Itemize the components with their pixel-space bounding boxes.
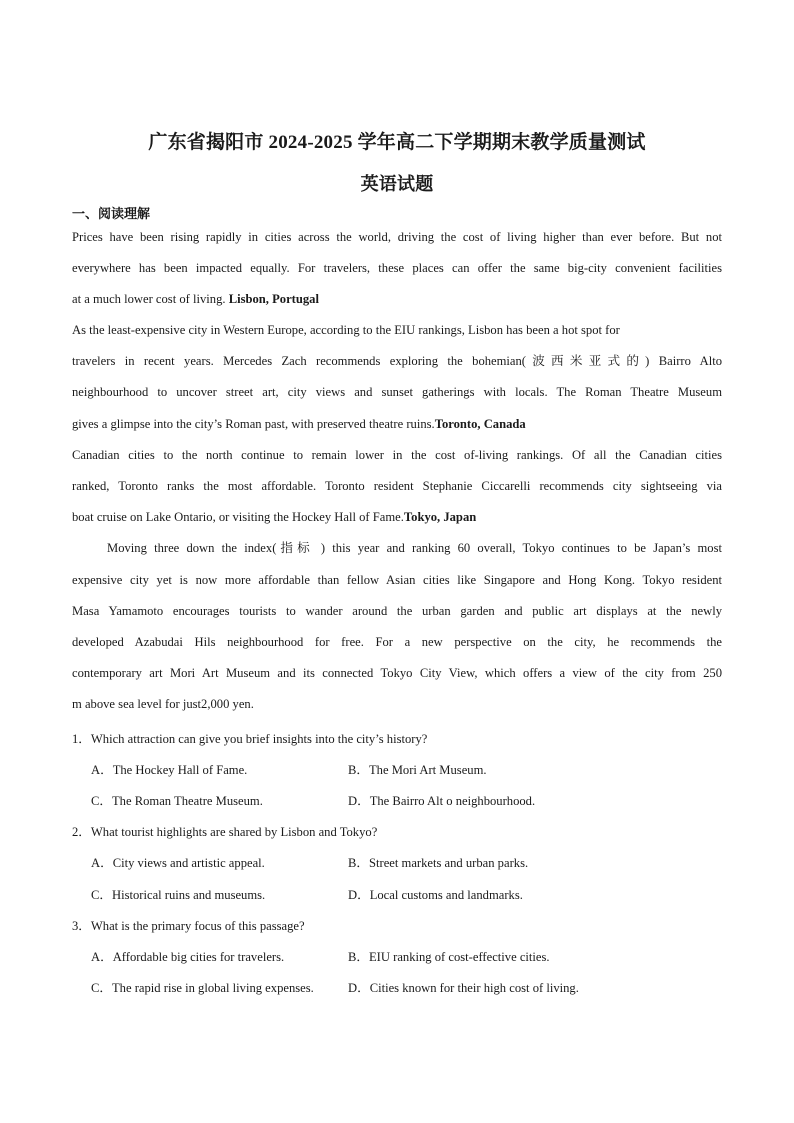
passage-line: neighbourhood to uncover street art, city views and sunset gatherings with locals. The Roman Theatre Museum — [72, 385, 722, 399]
passage-line: contemporary art Mori Art Museum and its connected Tokyo City View, which offers a view of the city from 250 — [72, 666, 722, 680]
answer-option[interactable]: A．Affordable big cities for travelers. — [91, 950, 285, 964]
question-stem: 1．Which attraction can give you brief insights into the city’s history? — [72, 732, 428, 746]
city-heading-lisbon: Lisbon, Portugal — [228, 292, 319, 306]
city-heading-toronto: Toronto, Canada — [434, 417, 526, 431]
answer-option[interactable]: A．City views and artistic appeal. — [91, 856, 265, 870]
answer-option[interactable]: B．The Mori Art Museum. — [348, 763, 487, 777]
passage-line: m above sea level for just2,000 yen. — [72, 697, 254, 711]
passage-line: travelers in recent years. Mercedes Zach recommends exploring the bohemian(波西米亚式的) Bairro Alto — [72, 354, 722, 368]
passage-line — [72, 291, 722, 307]
answer-option[interactable]: D．Local customs and landmarks. — [348, 888, 523, 902]
answer-option[interactable]: B．Street markets and urban parks. — [348, 856, 529, 870]
passage-text: at a much lower cost of living. — [72, 292, 226, 306]
question-stem: 3．What is the primary focus of this passage? — [72, 919, 305, 933]
answer-option[interactable]: D．The Bairro Alt o neighbourhood. — [348, 794, 536, 808]
passage-line: Canadian cities to the north continue to remain lower in the cost of-living rankings. Of all the Canadian cities — [72, 448, 722, 462]
passage-text: boat cruise on Lake Ontario, or visiting the Hockey Hall of Fame. — [72, 510, 404, 524]
answer-option[interactable]: A．The Hockey Hall of Fame. — [91, 763, 248, 777]
passage-line: Prices have been rising rapidly in cities across the world, driving the cost of living higher than ever before. But not — [72, 230, 722, 244]
city-heading-tokyo: Tokyo, Japan — [403, 510, 477, 524]
passage-line: ranked, Toronto ranks the most affordable. Toronto resident Stephanie Ciccarelli recommends city sightseeing via — [72, 479, 722, 493]
answer-option[interactable]: B．EIU ranking of cost-effective cities. — [348, 950, 550, 964]
exam-title: 广东省揭阳市 2024-2025 学年高二下学期期末教学质量测试 — [148, 132, 646, 153]
passage-line: As the least-expensive city in Western Europe, according to the EIU rankings, Lisbon has been a hot spot for — [72, 323, 620, 337]
passage-line: expensive city yet is now more affordable than fellow Asian cities like Singapore and Hong Kong. Tokyo resident — [72, 573, 722, 587]
passage-line — [72, 509, 722, 525]
answer-option[interactable]: D．Cities known for their high cost of living. — [348, 981, 579, 995]
answer-option[interactable]: C．Historical ruins and museums. — [91, 888, 266, 902]
question-stem: 2．What tourist highlights are shared by Lisbon and Tokyo? — [72, 825, 378, 839]
passage-line: Moving three down the index(指标 ) this year and ranking 60 overall, Tokyo continues to be Japan’s most — [107, 541, 722, 555]
answer-option[interactable]: C．The rapid rise in global living expenses. — [91, 981, 314, 995]
passage-line — [72, 416, 722, 432]
passage-line: Masa Yamamoto encourages tourists to wander around the urban garden and public art displays at the newly — [72, 604, 722, 618]
passage-line: everywhere has been impacted equally. For travelers, these places can offer the same big-city convenient facilities — [72, 261, 722, 275]
section-heading: 一、阅读理解 — [72, 207, 151, 222]
exam-subtitle: 英语试题 — [360, 174, 434, 194]
passage-text: gives a glimpse into the city’s Roman past, with preserved theatre ruins. — [72, 417, 435, 431]
answer-option[interactable]: C．The Roman Theatre Museum. — [91, 794, 263, 808]
passage-line: developed Azabudai Hils neighbourhood for free. For a new perspective on the city, he recommends the — [72, 635, 722, 649]
